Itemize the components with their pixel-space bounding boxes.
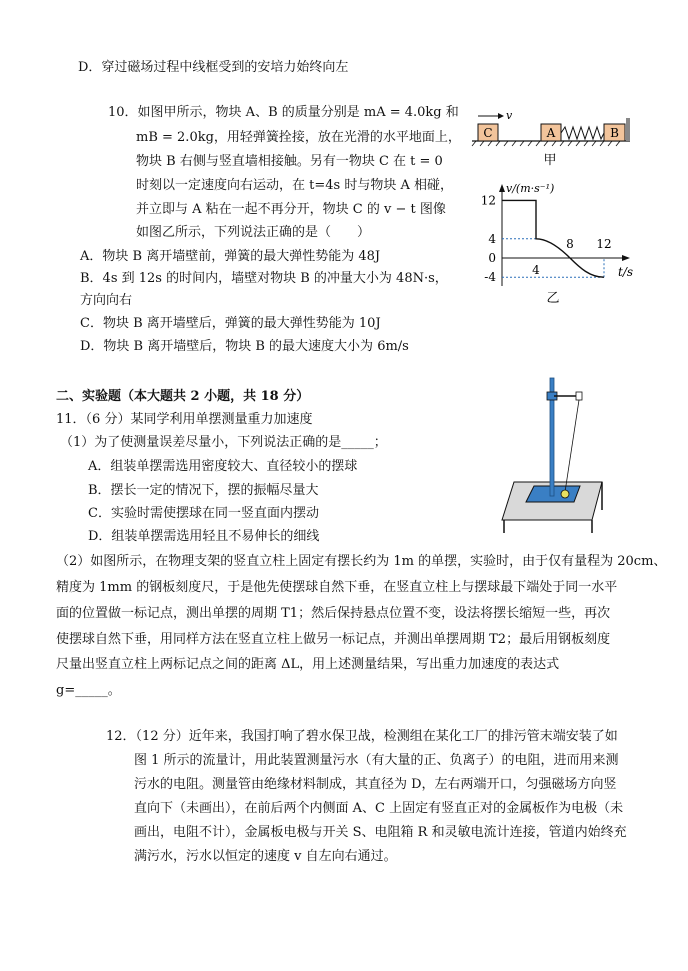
pendulum-bob [561, 490, 569, 498]
spring [561, 127, 604, 139]
x-tick-4: 4 [532, 263, 540, 277]
q12-line-5: 画出，电阻不计），金属板电极与开关 S、电阻箱 R 和灵敏电流计连接，管道内始终充 [134, 825, 627, 840]
q12-line-3: 污水的电阻。测量管由绝缘材料制成，其直径为 D，左右两端开口，匀强磁场方向竖 [134, 777, 617, 792]
q11-option-a: A．组装单摆需选用密度较大、直径较小的摆球 [88, 459, 358, 474]
x-axis-label: t/s [618, 265, 634, 279]
q10-option-d: D．物块 B 离开墙壁后，物块 B 的最大速度大小为 6m/s [80, 339, 409, 354]
q10-option-b-cont: 方向向右 [80, 293, 133, 308]
wall [626, 118, 630, 141]
y-tick-12: 12 [480, 193, 496, 208]
q9-option-d: D．穿过磁场过程中线框受到的安培力始终向左 [78, 60, 349, 75]
velocity-arrowhead [498, 113, 504, 119]
vt-chart-plot [481, 182, 633, 306]
pendulum-apparatus-figure [492, 370, 612, 535]
q10-line-1: 10．如图甲所示，物块 A、B 的质量分别是 mA = 4.0kg 和 [108, 105, 459, 120]
q12-line-1: 12．（12 分）近年来，我国打响了碧水保卫战，检测组在某化工厂的排污管末端安装了如 [106, 729, 618, 744]
x-tick-8: 8 [566, 237, 574, 251]
velocity-label: v [506, 109, 513, 122]
block-c-label: C [483, 126, 493, 140]
q10-option-a: A．物块 B 离开墙壁前，弹簧的最大弹性势能为 48J [80, 249, 381, 264]
x-axis-arrow [622, 255, 630, 261]
figure-jia-caption: 甲 [543, 153, 557, 168]
q10-line-2: mB = 2.0kg，用轻弹簧拴接，放在光滑的水平地面上， [136, 130, 461, 145]
y-axis-arrow [499, 184, 505, 192]
q11-part-2-line-6: g=_____。 [56, 683, 121, 698]
q10-option-c: C．物块 B 离开墙壁后，弹簧的最大弹性势能为 10J [80, 316, 381, 331]
q10-line-3: 物块 B 右侧与竖直墙相接触。另有一物块 C 在 t = 0 [136, 154, 443, 169]
figure-jia [468, 108, 638, 170]
q12-line-6: 满污水，污水以恒定的速度 v 自左向右通过。 [134, 849, 397, 864]
q10-line-6: 如图乙所示，下列说法正确的是（ ） [136, 225, 371, 240]
block-b-label: B [610, 126, 619, 140]
pendulum-string [565, 400, 579, 492]
q10-option-b: B．4s 到 12s 的时间内，墙壁对物块 B 的冲量大小为 48N·s， [80, 271, 448, 286]
q11-option-c: C．实验时需使摆球在同一竖直面内摆动 [88, 506, 319, 521]
y-tick-0: 0 [488, 251, 496, 265]
q12-line-4: 直向下（未画出），在前后两个内侧面 A、C 上固定有竖直正对的金属板作为电极（未 [134, 801, 624, 816]
y-tick-minus4: -4 [484, 270, 496, 285]
q11-part-2-line-2: 精度为 1mm 的钢板刻度尺，于是他先使摆球自然下垂，在竖直立柱上与摆球最下端处于同一水平 [56, 580, 618, 595]
q11-part-2-line-3: 面的位置做一标记点，测出单摆的周期 T1；然后保持悬点位置不变，设法将摆长缩短一些，再次 [56, 606, 611, 621]
q11-option-d: D．组装单摆需选用轻且不易伸长的细线 [88, 529, 320, 544]
section-2-title: 二、实验题（本大题共 2 小题，共 18 分） [56, 389, 310, 404]
x-tick-12: 12 [596, 237, 612, 251]
q11-title: 11．（6 分）某同学利用单摆测量重力加速度 [56, 412, 313, 427]
y-tick-4: 4 [488, 231, 496, 246]
q12-line-2: 图 1 所示的流量计，用此装置测量污水（有大量的正、负离子）的电阻，进而用来测 [134, 753, 619, 768]
q10-line-4: 时刻以一定速度向右运动，在 t=4s 时与物块 A 相碰， [136, 178, 453, 193]
q11-part-2-line-4: 使摆球自然下垂，用同样方法在竖直立柱上做另一标记点，并测出单摆周期 T2；最后用钢板刻度 [56, 632, 611, 647]
figure-yi-caption: 乙 [546, 291, 560, 306]
ground-hatching [472, 141, 620, 146]
q11-part-2-line-5: 尺量出竖直立柱上两标记点之间的距离 ΔL，用上述测量结果，写出重力加速度的表达式 [56, 657, 560, 672]
q11-part-2-line-1: （2）如图所示，在物理支架的竖直立柱上固定有摆长约为 1m 的单摆，实验时，由于仅有量程为 20cm、 [56, 554, 667, 569]
q11-option-b: B．摆长一定的情况下，摆的振幅尽量大 [88, 483, 319, 498]
q10-line-5: 并立即与 A 粘在一起不再分开，物块 C 的 v − t 图像 [136, 202, 446, 217]
q11-part-1: （1）为了使测量误差尽量小，下列说法正确的是_____； [60, 435, 387, 450]
figure-yi-vt-chart [466, 178, 652, 306]
suspension-clamp [576, 392, 582, 400]
y-axis-label: v/(m·s⁻¹) [506, 182, 555, 195]
series-line-block-c [502, 200, 604, 277]
block-a-label: A [546, 126, 556, 140]
